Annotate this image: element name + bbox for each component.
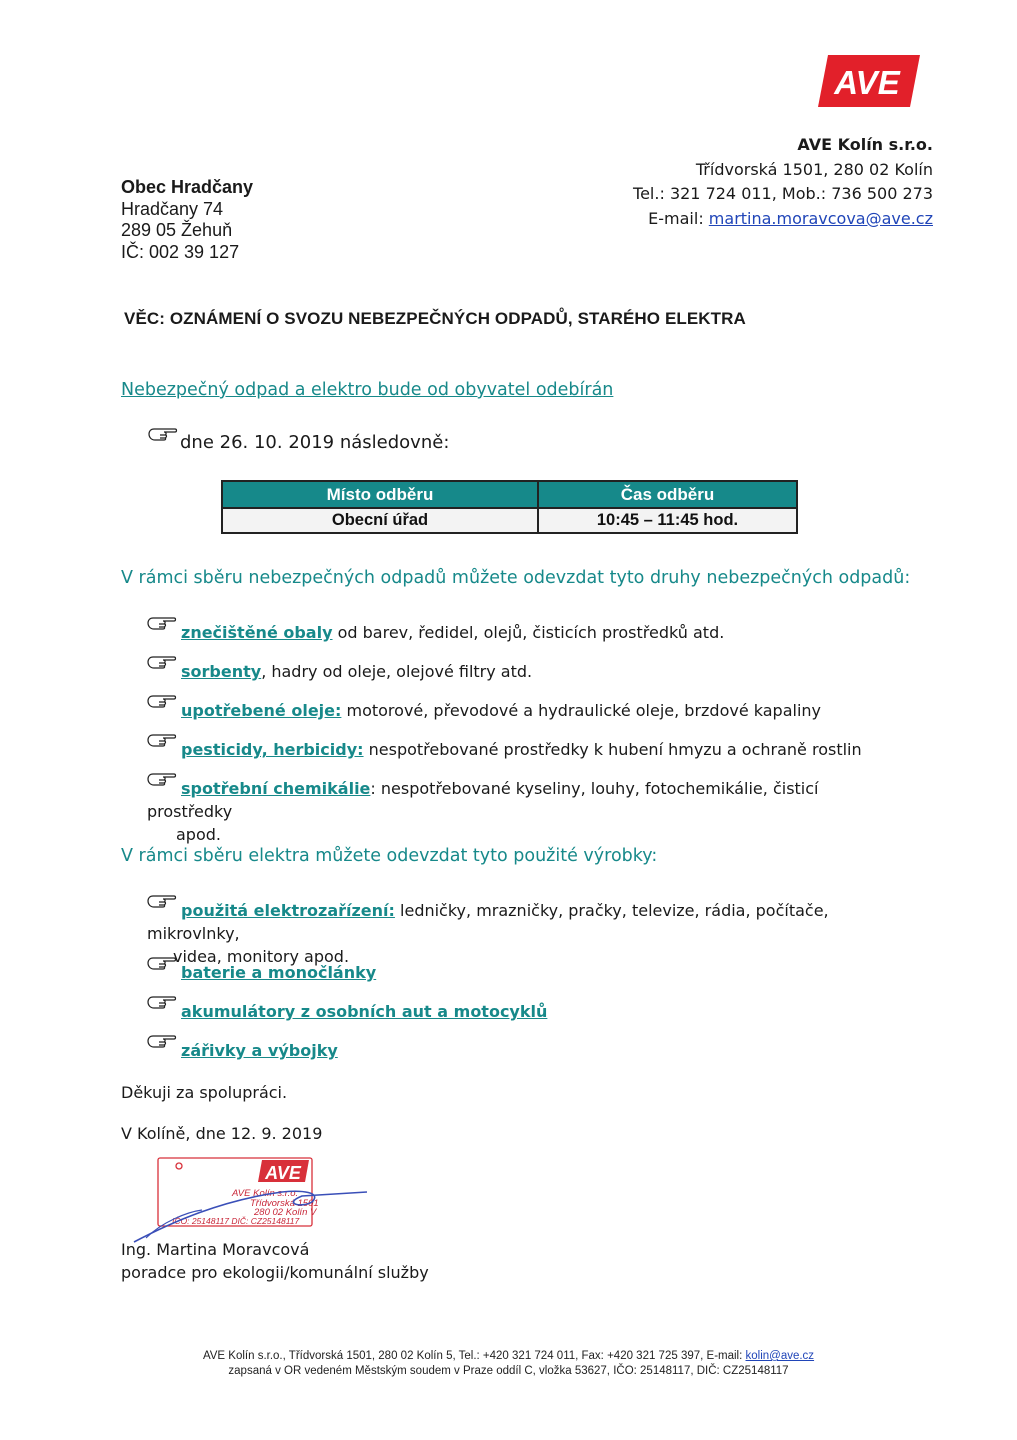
signature-block [121,1238,429,1284]
pointing-hand-icon [147,770,177,792]
footer-line2: zapsaná v OR vedeném Městským soudem v Praze oddíl C, vložka 53627, IČO: 25148117, DIČ: CZ25148117 [228,1364,789,1377]
electro-heading: V rámci sběru elektra můžete odevzdat tyto použité výrobky: [121,846,658,866]
company-stamp [132,1152,377,1252]
signature-role: poradce pro ekologii/komunální služby [121,1263,429,1282]
pointing-hand-icon [147,993,177,1015]
stamp-dot [176,1163,182,1169]
stamp-line1: AVE Kolín s.r.o. [232,1188,299,1199]
recipient-ico: IČ: 002 39 127 [121,241,240,262]
item-key: zářivky a výbojky [181,1041,338,1060]
logo-text: AVE [834,64,900,101]
pointing-hand-icon [147,1032,177,1054]
page-footer [0,1349,1017,1378]
schedule-table [221,480,798,534]
hazardous-heading: V rámci sběru nebezpečných odpadů můžete odevzdat tyto druhy nebezpečných odpadů: [121,568,911,588]
list-item [147,770,887,844]
stamp-line4: IČO: 25148117 DIČ: CZ25148117 [172,1216,300,1226]
schedule-header-place: Místo odběru [222,481,538,508]
item-key: použitá elektrozařízení: [181,901,395,920]
recipient-street: Hradčany 74 [121,198,224,219]
item-text: motorové, převodové a hydraulické oleje, brzdové kapaliny [341,701,822,720]
table-row [222,508,797,533]
item-key: sorbenty [181,662,262,681]
intro-text: Nebezpečný odpad a elektro bude od obyvatel odebírán [121,380,614,400]
sender-email-label: E-mail: [648,208,709,228]
subject-line: VĚC: OZNÁMENÍ O SVOZU NEBEZPEČNÝCH ODPADŮ, STARÉHO ELEKTRA [124,309,746,328]
item-key: pesticidy, herbicidy: [181,740,364,759]
sender-email-link[interactable]: martina.moravcova@ave.cz [708,208,933,228]
pointing-hand-icon [147,731,177,753]
item-key: znečištěné obaly [181,623,333,642]
sender-block [633,133,933,231]
thanks-text: Děkuji za spolupráci. [121,1083,288,1102]
list-item [147,954,887,982]
footer-line1 [0,1349,1017,1364]
date-text: dne 26. 10. 2019 následovně: [180,432,450,453]
item-key: spotřební chemikálie [181,779,371,798]
schedule-header-time: Čas odběru [538,481,797,508]
footer-line1-text: AVE Kolín s.r.o., Třídvorská 1501, 280 02 Kolín 5, Tel.: +420 321 724 011, Fax: +420 321 725 397, E-mail: [202,1350,746,1362]
list-item [147,1032,887,1060]
item-key: baterie a monočlánky [181,963,377,982]
item-text: , hadry od oleje, olejové filtry atd. [261,662,533,681]
signature-name: Ing. Martina Moravcová [121,1240,310,1259]
recipient-city: 289 05 Žehuň [121,220,233,240]
item-text: od barev, ředidel, olejů, čisticích prostředků atd. [332,623,725,642]
item-key: akumulátory z osobních aut a motocyklů [181,1002,548,1021]
pointing-hand-icon [147,954,177,976]
footer-email-link[interactable]: kolin@ave.cz [745,1350,815,1362]
ave-logo [818,55,920,107]
pointing-hand-icon [147,653,177,675]
sender-address: Třídvorská 1501, 280 02 Kolín [695,159,933,179]
date-line [148,425,450,453]
place-date: V Kolíně, dne 12. 9. 2019 [121,1124,323,1143]
sender-email-line [633,207,933,232]
item-continuation: videa, monitory apod. [173,947,350,966]
list-item [147,993,887,1021]
pointing-hand-icon [147,692,177,714]
list-item [147,692,887,720]
recipient-block [121,177,253,263]
list-item [147,653,887,681]
stamp-line2: Třídvorská 1501 [250,1198,319,1209]
list-item [147,731,887,759]
schedule-time: 10:45 – 11:45 hod. [538,508,797,533]
item-continuation: apod. [176,825,221,844]
sender-name: AVE Kolín s.r.o. [797,135,933,154]
pointing-hand-icon [147,614,177,636]
item-text: nespotřebované prostředky k hubení hmyzu a ochraně rostlin [363,740,862,759]
item-text: : nespotřebované kyseliny, louhy, fotochemikálie, čisticí prostředky [147,779,819,821]
item-key: upotřebené oleje: [181,701,342,720]
schedule-place: Obecní úřad [222,508,538,533]
sender-phone: Tel.: 321 724 011, Mob.: 736 500 273 [633,184,933,203]
recipient-name: Obec Hradčany [121,177,254,197]
pointing-hand-icon [148,425,178,447]
list-item [147,614,887,642]
stamp-line3: 280 02 Kolín V [254,1207,317,1218]
item-text: ledničky, mrazničky, pračky, televize, rádia, počítače, mikrovlnky, [147,901,829,943]
list-item [147,892,887,966]
pointing-hand-icon [147,892,177,914]
stamp-logo-text: AVE [265,1163,301,1183]
schedule-header-row [222,481,797,508]
